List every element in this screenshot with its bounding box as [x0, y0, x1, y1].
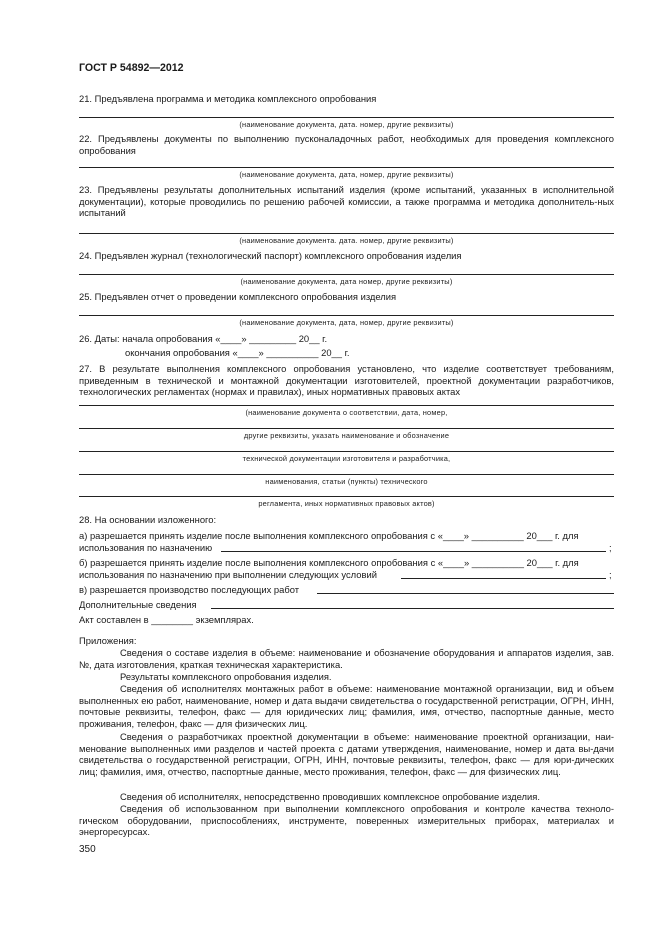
fill-line [79, 474, 614, 475]
appendix-p3: Сведения об исполнителях монтажных работ в объеме: наименование монтажной организации, вид и объем выполненных ею работ, наименование, номер и дата выдачи свидетельства о государственной регистрации, ОГРН, ИНН, почтовые реквизиты, телефон, факс — для юридических лиц; фамилия, имя, отчество, паспортные данные, место проживания, телефон, факс — для физических лиц. [79, 683, 614, 730]
page-number: 350 [79, 844, 96, 855]
caption-27-1: (наименование документа о соответствии, дата, номер, [245, 408, 448, 417]
semicolon: ; [609, 569, 612, 580]
appendix-title: Приложения: [79, 635, 137, 646]
item-28v: в) разрешается производство последующих работ [79, 584, 300, 595]
fill-line [401, 578, 606, 579]
caption-25: (наименование документа, дата, номер, другие реквизиты) [239, 318, 454, 327]
fill-line [317, 593, 614, 594]
fill-line [79, 233, 614, 234]
appendix-p2: Результаты комплексного опробования изделия. [120, 671, 332, 682]
fill-line [79, 315, 614, 316]
fill-line [79, 496, 614, 497]
fill-line [79, 405, 614, 406]
fill-line [79, 167, 614, 168]
fill-line [221, 551, 606, 552]
item-21: 21. Предъявлена программа и методика комплексного опробования [79, 93, 377, 104]
fill-line [79, 451, 614, 452]
item-28a-line1: а) разрешается принять изделие после выполнения комплексного опробования с «____» __________ 20___ г. для [79, 530, 579, 541]
semicolon: ; [609, 542, 612, 553]
caption-27-5: регламента, иных нормативных правовых актов) [258, 499, 435, 508]
appendix-p4: Сведения о разработчиках проектной документации в объеме: наименование проектной организации, наи-менование выполненных ими разделов и частей проекта с датами утверждения, наименование, номер и дата вы-дачи свидетельства о государственной регистрации, ОГРН, ИНН, почтовые реквизиты, телефон, факс — для юри-дических лиц; фамилия, имя, отчество, паспортные данные, место проживания, телефон, факс — для физических лиц. [79, 731, 614, 778]
caption-23: (наименование документа. дата. номер, другие реквизиты) [239, 236, 454, 245]
item-22: 22. Предъявлены документы по выполнению пусконаладочных работ, необходимых для проведения комплексного опробования [79, 133, 614, 156]
item-25: 25. Предъявлен отчет о проведении комплексного опробования изделия [79, 291, 397, 302]
appendix-p1: Сведения о составе изделия в объеме: наименование и обозначение оборудования и аппаратов изделия, зав. №, дата изготовления, краткая техническая характеристика. [79, 647, 614, 670]
caption-27-3: технической документации изготовителя и разработчика, [242, 454, 451, 463]
item-28b-line2: использования по назначению при выполнении следующих условий [79, 569, 377, 580]
extra-info-label: Дополнительные сведения [79, 599, 197, 610]
item-26-start: 26. Даты: начала опробования «____» _________ 20__ г. [79, 333, 328, 344]
appendix-p5: Сведения об исполнителях, непосредственно проводивших комплексное опробование изделия. [120, 791, 540, 802]
fill-line [79, 274, 614, 275]
item-28: 28. На основании изложенного: [79, 514, 217, 525]
caption-27-2: другие реквизиты, указать наименование и обозначение [243, 431, 450, 440]
item-28a-line2: использования по назначению [79, 542, 213, 553]
caption-27-4: наименования, статьи (пункты) технического [265, 477, 428, 486]
item-26-end: окончания опробования «____» __________ 20__ г. [125, 347, 350, 358]
item-24: 24. Предъявлен журнал (технологический паспорт) комплексного опробования изделия [79, 250, 462, 261]
item-28b-line1: б) разрешается принять изделие после выполнения комплексного опробования с «____» __________ 20___ г. для [79, 557, 579, 568]
item-23: 23. Предъявлены результаты дополнительных испытаний изделия (кроме испытаний, указанных в исполнительной документации), которые проводились по решению рабочей комиссии, а также программа и методика дополнитель-ных испытаний [79, 184, 614, 219]
caption-22: (наименование документа, дата, номер, другие реквизиты) [239, 170, 454, 179]
act-copies: Акт составлен в ________ экземплярах. [79, 614, 254, 625]
appendix-p6: Сведения об использованном при выполнении комплексного опробования и контроле качества техноло-гическом оборудовании, приспособлениях, инструменте, поверенных измерительных приборах, материалах и энергоресурсах. [79, 803, 614, 838]
caption-24: (наименование документа, дата номер, другие реквизиты) [240, 277, 453, 286]
caption-21: (наименование документа, дата. номер, другие реквизиты) [239, 120, 454, 129]
standard-header: ГОСТ Р 54892—2012 [79, 62, 184, 74]
item-27: 27. В результате выполнения комплексного опробования установлено, что изделие соответствует требованиям, приведенным в технической и монтажной документации изготовителей, проектной документации разработчиков, технологических регламентах (нормах и правилах), иных нормативных правовых актах [79, 363, 614, 398]
fill-line [79, 428, 614, 429]
fill-line [211, 608, 614, 609]
fill-line [79, 117, 614, 118]
